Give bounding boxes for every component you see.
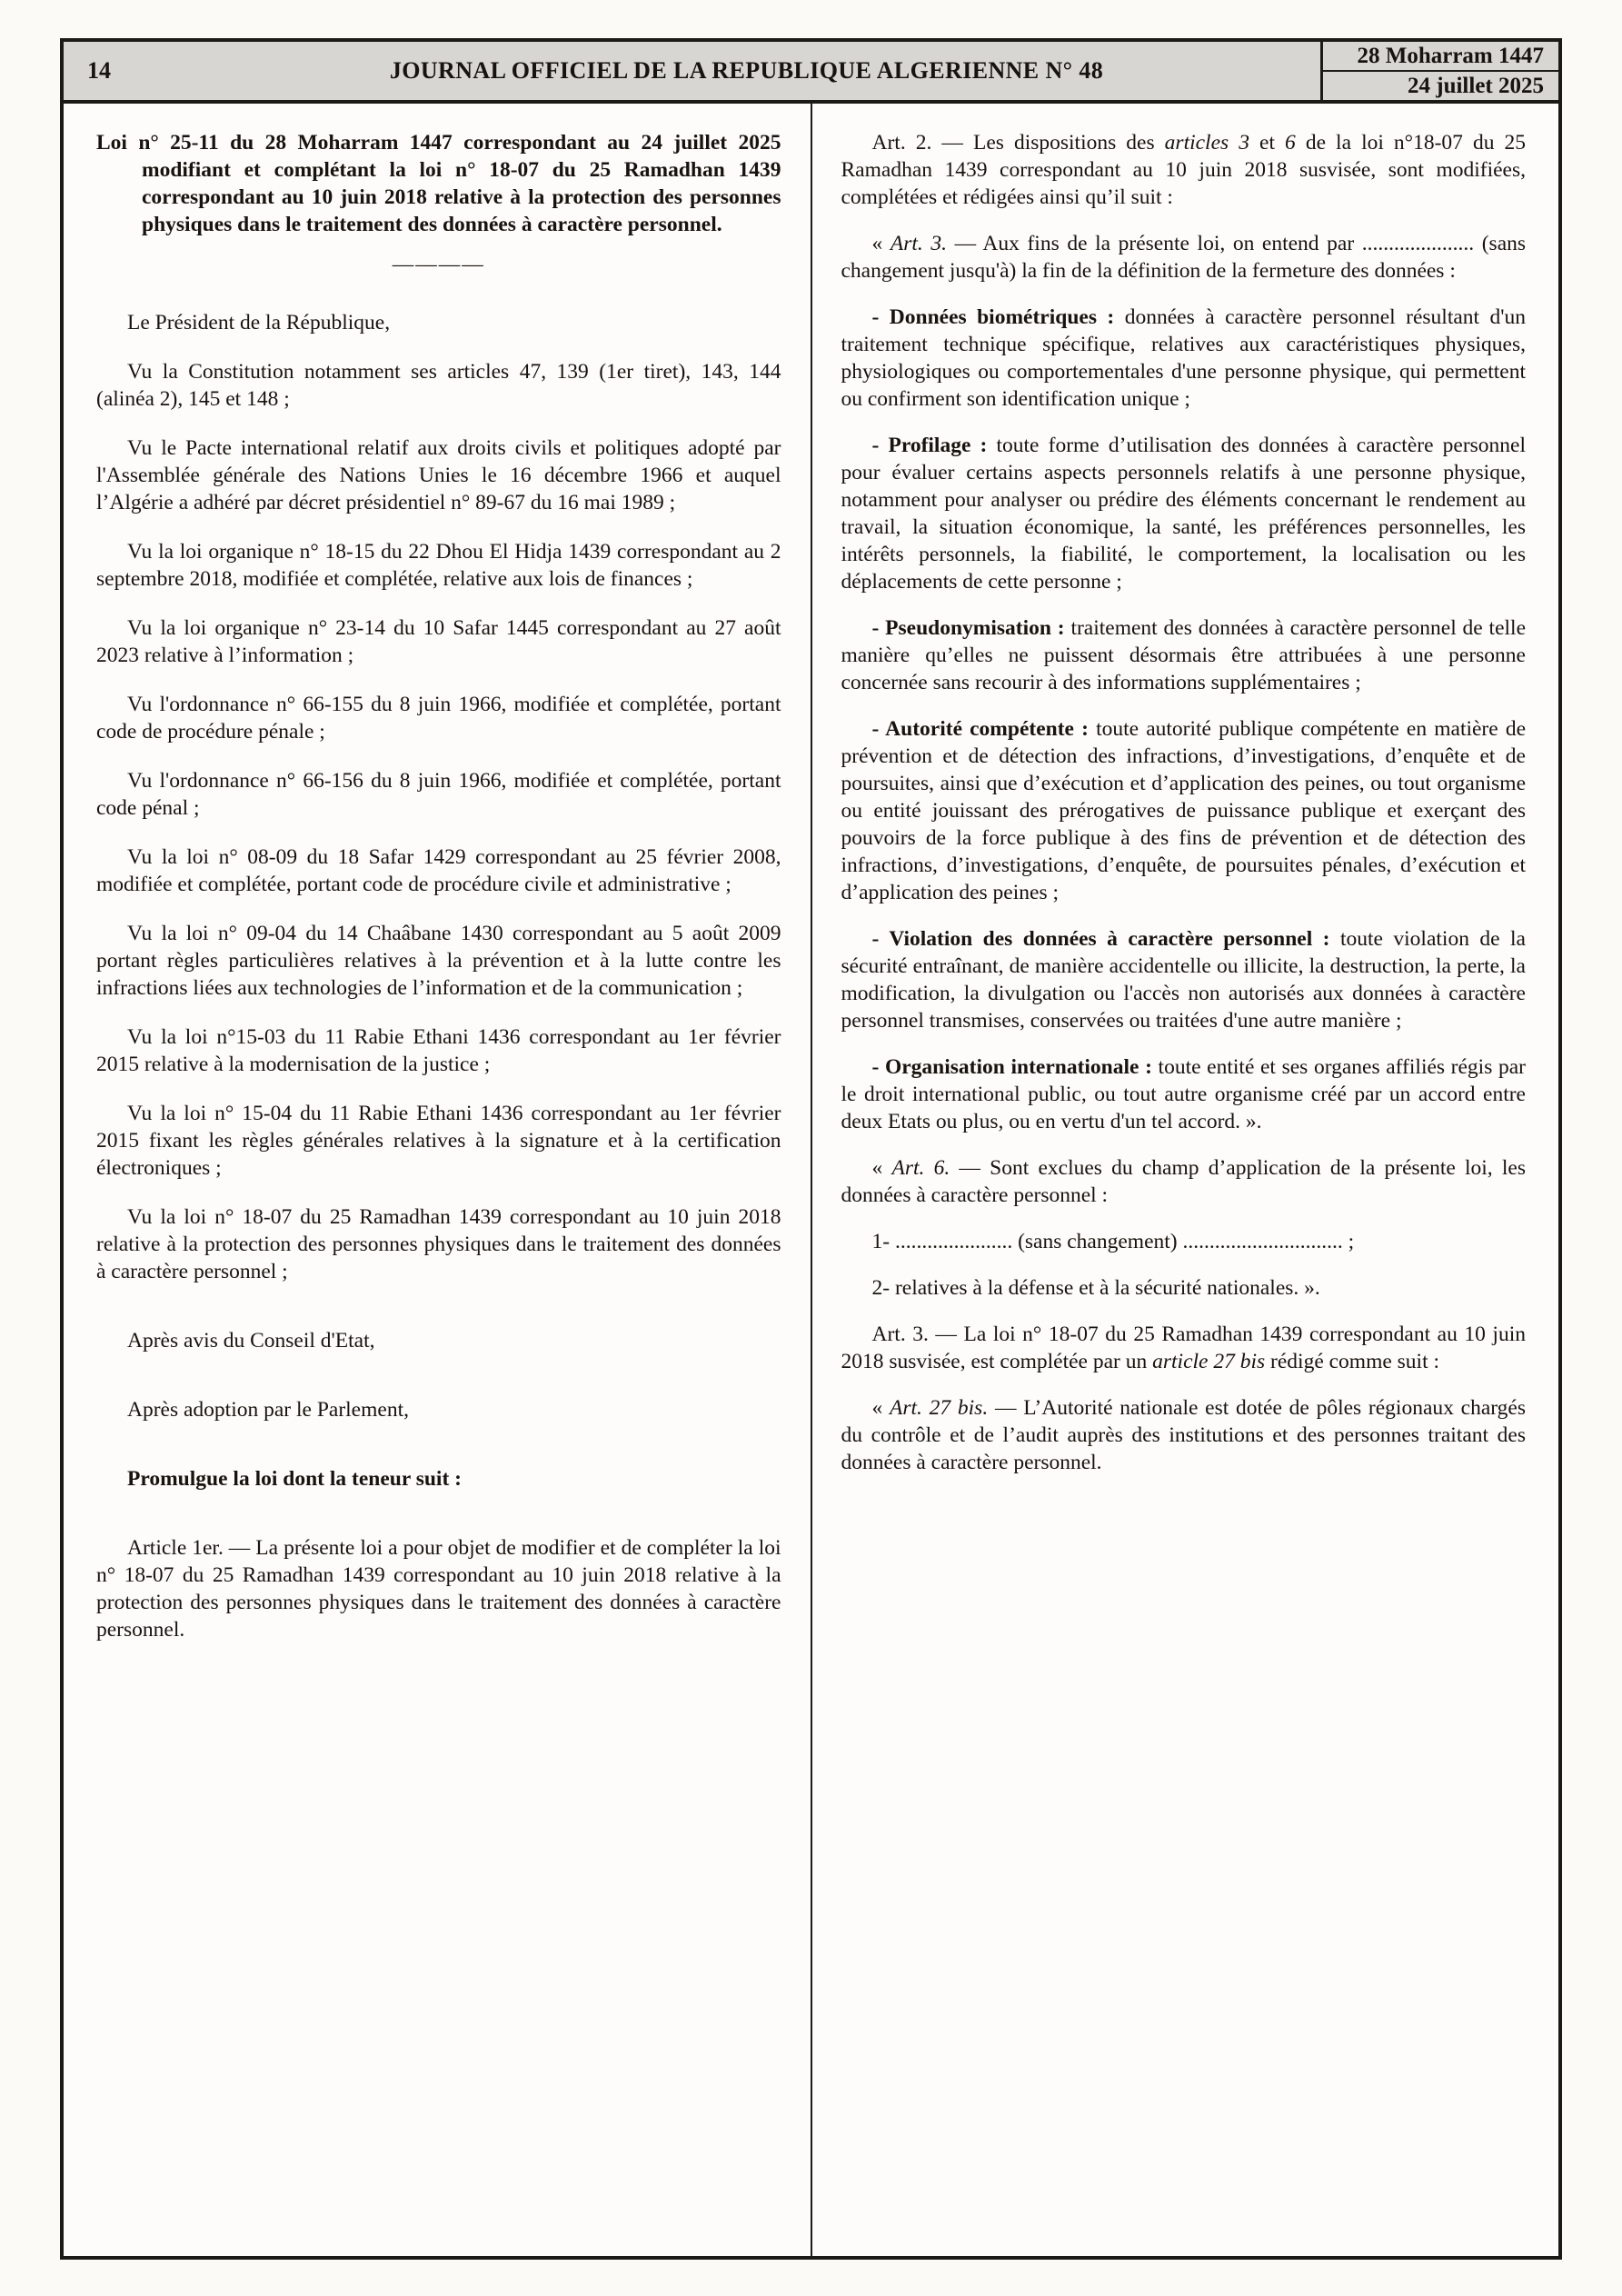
text-run: - Autorité compétente : [871, 717, 1089, 741]
text-run: Art. 6. [891, 1156, 950, 1180]
page-frame [60, 38, 1562, 2260]
text-run: Promulgue la loi dont la teneur suit : [127, 1467, 462, 1491]
separator-rule [96, 251, 781, 278]
art-27-bis-quote [841, 1394, 1527, 1476]
text-run: - Profilage : [871, 434, 988, 457]
text-run: - Violation des données à caractère personnel : [871, 927, 1330, 951]
visa-constitution [96, 358, 781, 413]
article-1er [96, 1534, 781, 1643]
text-run: « [871, 232, 891, 255]
date-hijri: 28 Moharram 1447 [1323, 42, 1558, 72]
text-run: Art. 3. [890, 232, 947, 255]
text-run: article 27 bis [1152, 1350, 1266, 1373]
text-run: Vu la Constitution notamment ses articles 47, 139 (1er tiret), 143, 144 (alinéa 2), 145 et 148 ; [96, 360, 781, 411]
art-6-item-1 [841, 1228, 1527, 1255]
text-run: rédigé comme suit : [1265, 1350, 1440, 1373]
journal-header [64, 42, 1558, 104]
text-run: Vu la loi n° 08-09 du 18 Safar 1429 correspondant au 25 février 2008, modifiée et complétée, portant code de procédure civile et administrative ; [96, 845, 781, 896]
visa-pacte-international [96, 434, 781, 516]
text-run: Article 1er. — La présente loi a pour objet de modifier et de compléter la loi n° 18-07 du 25 Ramadhan 1439 correspondant au 10 juin 2018 relative à la protection des personnes physiques dans le traitement des données à caractère personnel. [96, 1536, 781, 1642]
text-run: Vu la loi organique n° 23-14 du 10 Safar 1445 correspondant au 27 août 2023 relative à l’information ; [96, 616, 781, 667]
visa-loi-18-07 [96, 1203, 781, 1285]
date-block [1320, 42, 1558, 100]
text-run: toute autorité publique compétente en matière de prévention et de détection des infractions, d’investigations, d’enquête et de poursuites, ainsi que d’exécution et d’application des peines, ou tout organisme ou entité jouissant des prérogatives de puissance publique et exerçant des pouvoirs de la force publique à des fins de prévention et de détection des infractions, d’investigations, d’enquête, de poursuites pénales, d’exécution et d’application des peines ; [841, 717, 1527, 904]
text-run: — L’Autorité nationale est dotée de pôles régionaux chargés du contrôle et de l’audit auprès des institutions et des personnes traitant des données à caractère personnel. [841, 1396, 1526, 1474]
visa-ordonnance-66-155 [96, 691, 781, 745]
text-run: Après avis du Conseil d'Etat, [127, 1329, 375, 1353]
definition-autorite-competente [841, 715, 1527, 906]
text-run: toute forme d’utilisation des données à caractère personnel pour évaluer certains aspects personnels relatifs à une personne physique, notamment pour analyser ou prédire des éléments concernant le rendement au travail, la situation économique, la santé, les préférences personnelles, les intérêts personnels, la fiabilité, le comportement, la localisation ou les déplacements de cette personne ; [841, 434, 1527, 594]
text-run: Vu la loi n°15-03 du 11 Rabie Ethani 1436 correspondant au 1er février 2015 relative à la modernisation de la justice ; [96, 1025, 781, 1076]
text-run: Vu l'ordonnance n° 66-156 du 8 juin 1966, modifiée et complétée, portant code pénal ; [96, 769, 781, 820]
text-run: Le Président de la République, [127, 311, 391, 334]
text-run: traitement des données à caractère personnel de telle manière qu’elles ne puissent désormais être attribuées à une personne concernée sans recourir à des informations supplémentaires ; [841, 616, 1527, 694]
promulgue-line [96, 1465, 781, 1492]
art-6-quote [841, 1154, 1527, 1209]
apres-adoption-parlement [96, 1396, 781, 1423]
text-run: 1- ...................... (sans changement) .............................. ; [871, 1230, 1355, 1253]
definition-pseudonymisation [841, 614, 1527, 696]
definition-profilage [841, 432, 1527, 595]
right-column [812, 104, 1559, 2256]
art-3-quote [841, 230, 1527, 285]
definition-organisation-internationale [841, 1053, 1527, 1135]
art-3 [841, 1321, 1527, 1375]
definition-donnees-biometriques [841, 304, 1527, 413]
visa-loi-08-09 [96, 844, 781, 898]
visa-loi-15-04 [96, 1100, 781, 1182]
text-run: et [1249, 131, 1286, 155]
text-run: 6 [1285, 131, 1296, 155]
journal-title: JOURNAL OFFICIEL DE LA REPUBLIQUE ALGERIENNE N° 48 [389, 57, 1104, 84]
text-run: - Données biométriques : [871, 305, 1115, 329]
law-title [96, 129, 781, 238]
text-run: Vu la loi organique n° 18-15 du 22 Dhou El Hidja 1439 correspondant au 2 septembre 2018, modifiée et complétée, relative aux lois de finances ; [96, 540, 781, 591]
text-run: Vu la loi n° 09-04 du 14 Chaâbane 1430 correspondant au 5 août 2009 portant règles particulières relatives à la prévention et à la lutte contre les infractions liées aux technologies de l’information et de la communication ; [96, 922, 781, 1000]
page-number: 14 [87, 57, 111, 84]
visa-loi-09-04 [96, 920, 781, 1002]
president-line [96, 309, 781, 336]
text-run: Vu le Pacte international relatif aux droits civils et politiques adopté par l'Assemblée générale des Nations Unies le 16 décembre 1966 et auquel l’Algérie a adhéré par décret présidentiel n° 89-67 du 16 mai 1989 ; [96, 436, 781, 514]
date-gregorian: 24 juillet 2025 [1408, 73, 1544, 98]
text-run: — Sont exclues du champ d’application de la présente loi, les données à caractère personnel : [841, 1156, 1527, 1207]
art-6-item-2 [841, 1274, 1527, 1302]
text-run: ———— [392, 253, 485, 276]
visa-ordonnance-66-156 [96, 767, 781, 822]
apres-avis-conseil-etat [96, 1327, 781, 1354]
text-run: - Pseudonymisation : [871, 616, 1065, 640]
art-2 [841, 129, 1527, 211]
text-run: données à caractère personnel résultant d'un traitement technique spécifique, relatives aux caractéristiques physiques, physiologiques ou comportementales d'une personne physique, qui permettent ou confirment son identification unique ; [841, 305, 1526, 411]
definition-violation-donnees [841, 925, 1527, 1034]
text-run: Après adoption par le Parlement, [127, 1398, 409, 1422]
text-run: Vu l'ordonnance n° 66-155 du 8 juin 1966, modifiée et complétée, portant code de procédure pénale ; [96, 693, 781, 744]
text-run: Art. 27 bis. [890, 1396, 989, 1420]
text-run: toute entité et ses organes affiliés régis par le droit international public, ou tout autre organisme créé par un accord entre deux Etats ou plus, ou en vertu d'un tel accord. ». [841, 1055, 1526, 1133]
text-run: 2- relatives à la défense et à la sécurité nationales. ». [871, 1276, 1320, 1300]
text-run: Art. 3. — La loi n° 18-07 du 25 Ramadhan 1439 correspondant au 10 juin 2018 susvisée, est complétée par un [841, 1323, 1526, 1373]
left-column [64, 104, 811, 2256]
text-run: de la loi n°18-07 du 25 Ramadhan 1439 correspondant au 10 juin 2018 susvisée, sont modifiées, complétées et rédigées ainsi qu’il suit : [841, 131, 1526, 209]
visa-loi-organique-18-15 [96, 538, 781, 593]
text-run: articles 3 [1164, 131, 1249, 155]
text-run: « [871, 1396, 890, 1420]
text-run: Vu la loi n° 18-07 du 25 Ramadhan 1439 correspondant au 10 juin 2018 relative à la protection des personnes physiques dans le traitement des données à caractère personnel ; [96, 1205, 781, 1283]
text-run: Loi n° 25-11 du 28 Moharram 1447 correspondant au 24 juillet 2025 modifiant et complétant la loi n° 18-07 du 25 Ramadhan 1439 correspondant au 10 juin 2018 relative à la protection des personnes physiques dans le traitement des données à caractère personnel. [96, 131, 781, 236]
text-run: Vu la loi n° 15-04 du 11 Rabie Ethani 1436 correspondant au 1er février 2015 fixant les règles générales relatives à la signature et à la certification électroniques ; [96, 1102, 781, 1180]
visa-loi-organique-23-14 [96, 614, 781, 669]
text-run: « [871, 1156, 892, 1180]
page-body [64, 104, 1558, 2256]
text-run: — Aux fins de la présente loi, on entend par ..................... (sans changement jusqu'à) la fin de la définition de la fermeture des données : [841, 232, 1527, 283]
text-run: - Organisation internationale : [871, 1055, 1152, 1079]
text-run: toute violation de la sécurité entraînant, de manière accidentelle ou illicite, la destruction, la perte, la modification, la divulgation ou l'accès non autorisés aux données à caractère personnel transmises, conservées ou traitées d'une autre manière ; [841, 927, 1526, 1033]
visa-loi-15-03 [96, 1023, 781, 1078]
text-run: Art. 2. — Les dispositions des [871, 131, 1165, 155]
